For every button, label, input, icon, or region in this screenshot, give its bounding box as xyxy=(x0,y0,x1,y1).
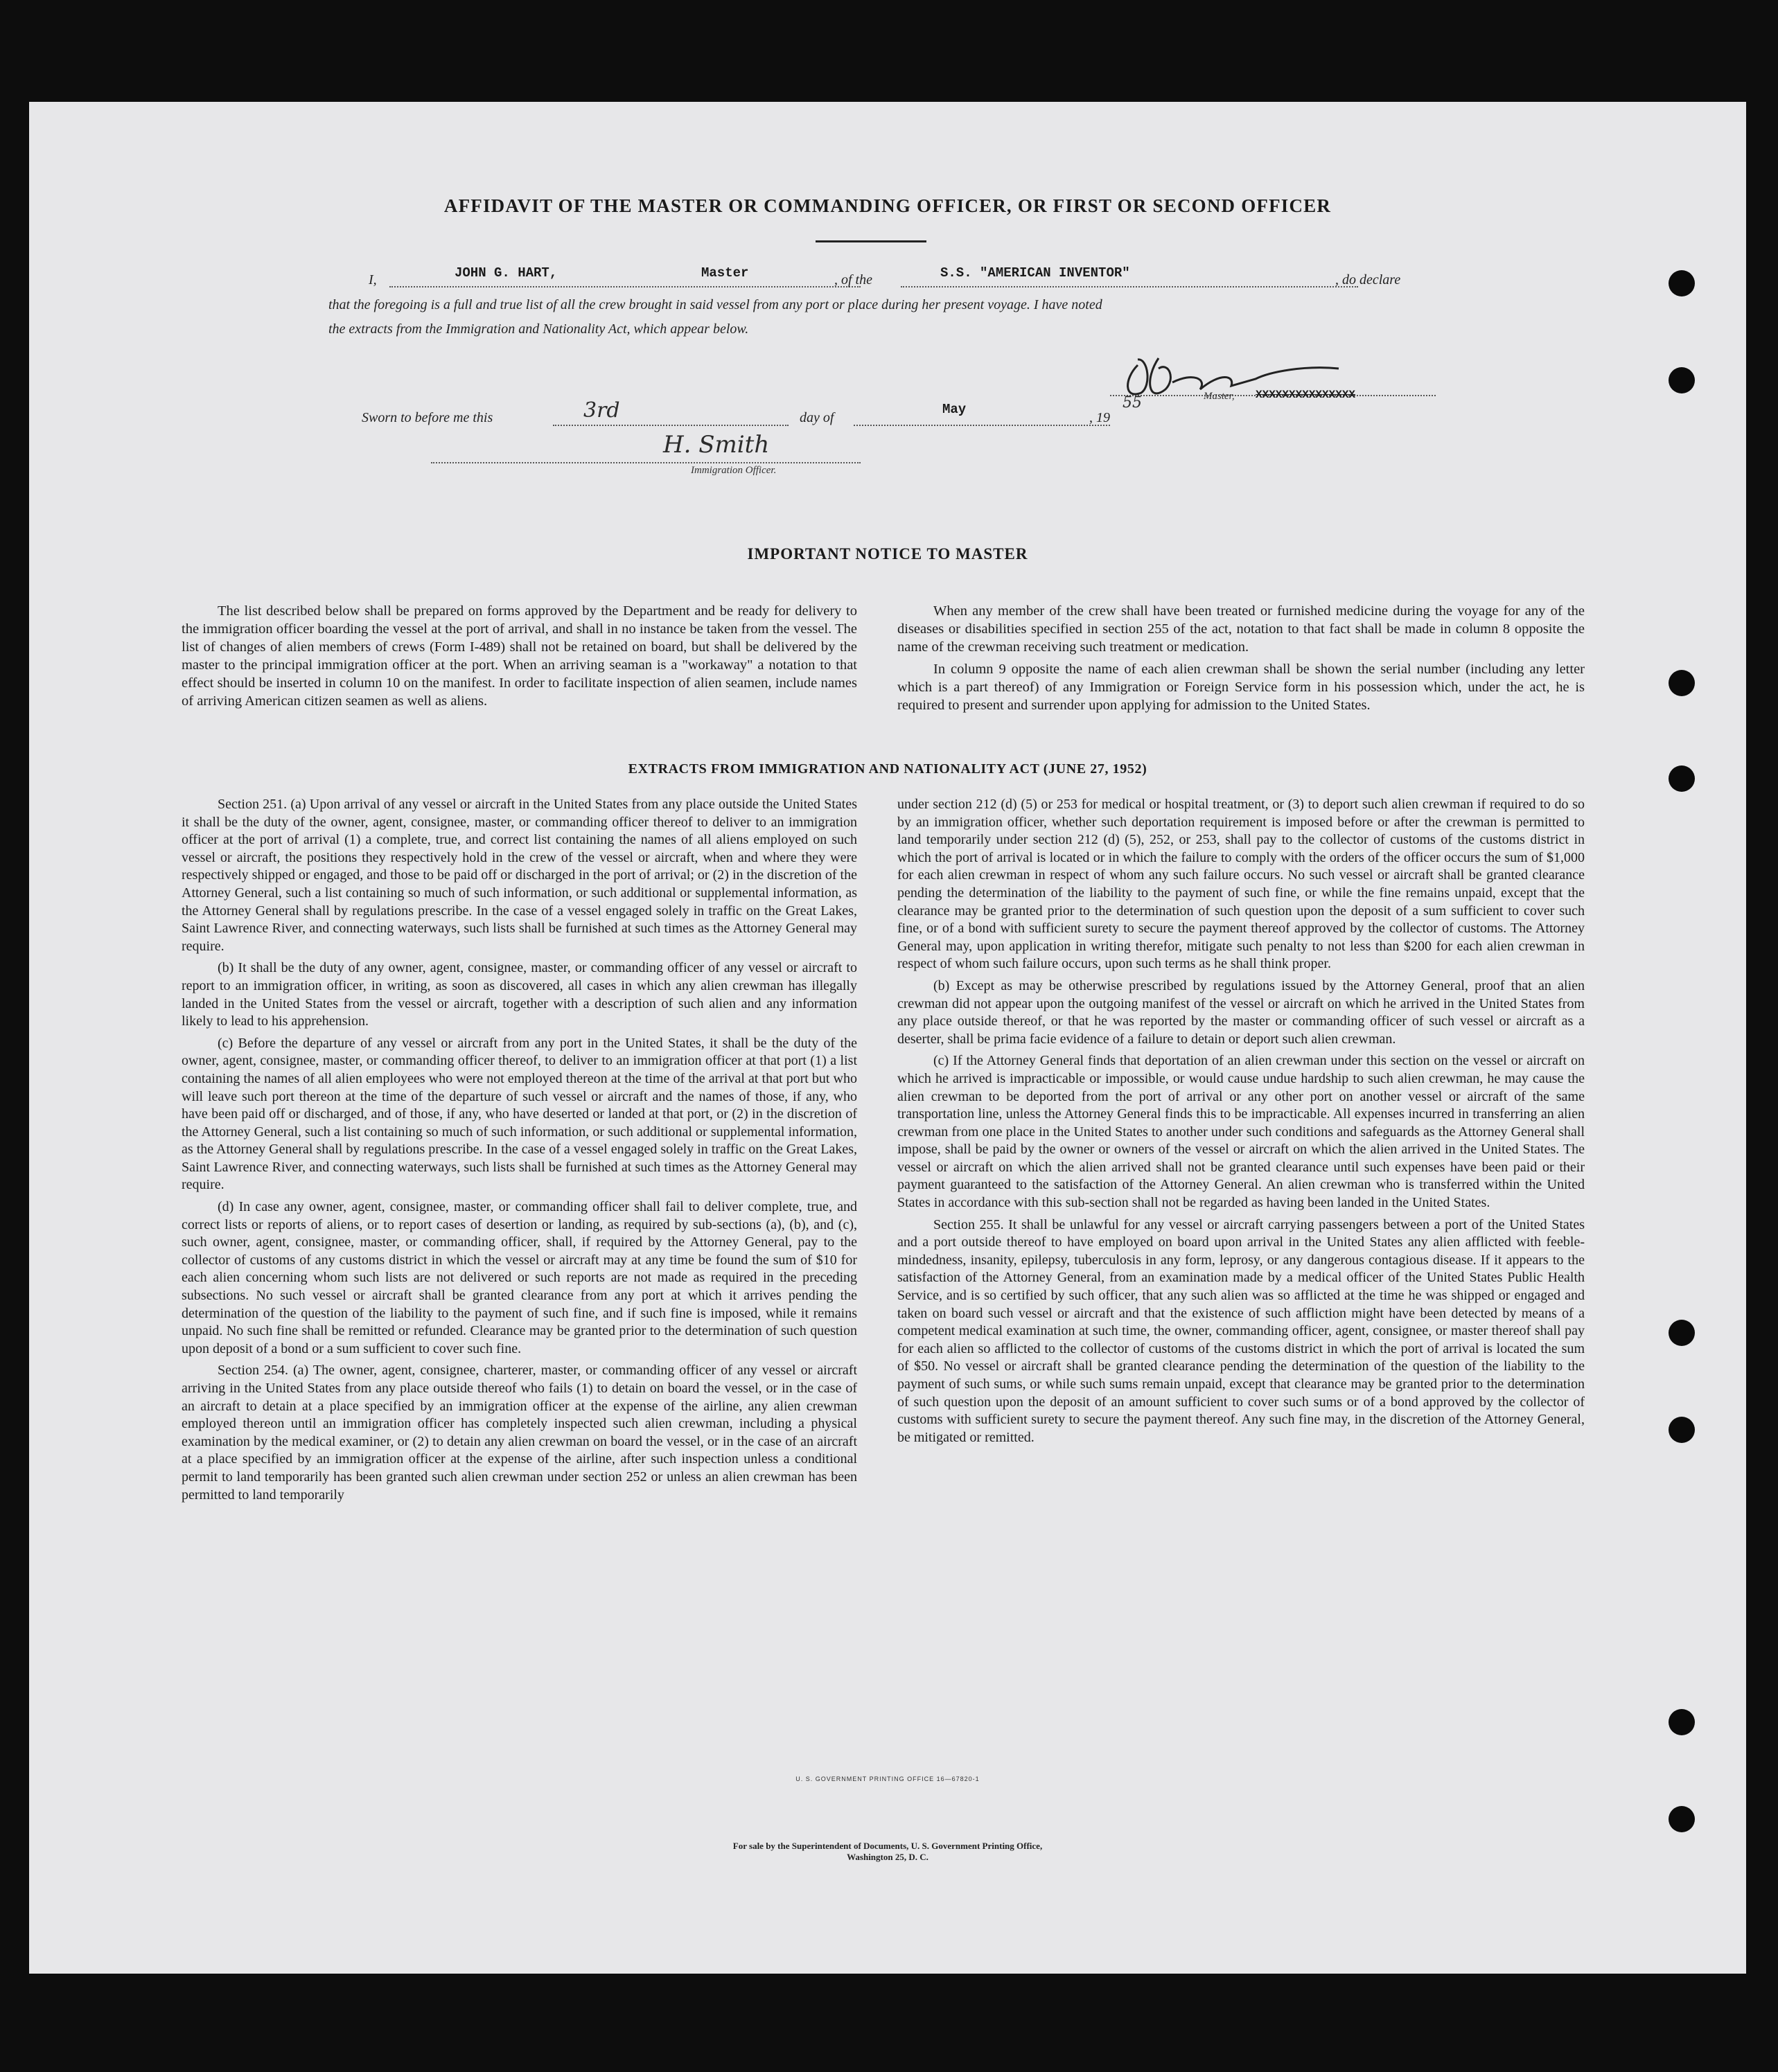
extract-paragraph: (c) If the Attorney General finds that deportation of an alien crewman under this section on the vessel or aircraft on which he arrived is impracticable or impossible, or would cause undue hardship to such alien crewman, he may cause the alien crewman to be deported from the port of arrival or any other port on another vessel or aircraft of the same transportation line, unless the Attorney General finds this to be impracticable. All expenses incurred in transferring an alien crewman from one place in the United States to another under such conditions and safeguards as the Attorney General shall impose, shall be paid by the owner or owners of the vessel or aircraft on which the alien arrived in the United States. The vessel or aircraft on which the alien arrived shall not be granted clearance until such expenses have been paid or their payment guaranteed to the satisfaction of the Attorney General. An alien crewman who is transferred within the United States in accordance with this sub-section shall not be regarded as having been landed in the United States. xyxy=(897,1053,1585,1211)
officer-signature-line xyxy=(431,462,861,463)
master-name: JOHN G. HART, xyxy=(455,265,558,281)
binder-hole xyxy=(1669,1320,1695,1346)
master-signature xyxy=(1110,351,1359,414)
vessel-dotline xyxy=(901,286,1358,287)
extract-paragraph: (d) In case any owner, agent, consignee, master, or commanding officer shall fail to deliver complete, true, and correct lists or reports of aliens, or to report cases of desertion or landing, as required by sub-sections (a), (b), and (c), such owner, agent, consignee, master, or commanding officer, shall, if required by the Attorney General, pay to the collector of customs of any customs district in which the vessel or aircraft may at any time be found the sum of $10 for each alien concerning whom such lists are not delivered or such reports are not made as required in the preceding subsections. No such vessel or aircraft shall be granted clearance from any port at which it arrives pending the determination of the question of the liability to the payment of such fine, and if such fine is imposed, while it remains unpaid. No such fine shall be remitted or refunded. Clearance may be granted prior to the determination of such question upon deposit of a bond or a sum sufficient to cover such fine. xyxy=(182,1199,857,1356)
statement-line-2: the extracts from the Immigration and Nationality Act, which appear below. xyxy=(328,321,749,337)
master-rank: Master xyxy=(701,265,749,281)
sale-line-2: Washington 25, D. C. xyxy=(847,1852,928,1862)
notice-left-para: The list described below shall be prepared on forms approved by the Department and be ready for delivery to the immigration officer boarding the vessel at the port of arrival, and shall in no instance be taken from the vessel. The list of changes of alien members of crews (Form I-489) shall not be retained on board, but shall be delivered by the master to the principal immigration officer at the port. When an arriving seaman is a "workaway" a notation to that effect should be inserted in column 10 on the manifest. In order to facilitate inspection of alien seamen, include names of arriving American citizen seamen as well as aliens. xyxy=(182,603,857,709)
month-dotline xyxy=(854,425,1110,426)
statement-line-1: that the foregoing is a full and true list of all the crew brought in said vessel from any port or place during her present voyage. I have noted xyxy=(328,297,1102,312)
do-declare-label: , do declare xyxy=(1335,272,1401,287)
day-dotline xyxy=(553,425,789,426)
name-dotline xyxy=(389,286,861,287)
master-caption: Master, xyxy=(1204,391,1235,402)
extracts-heading: EXTRACTS FROM IMMIGRATION AND NATIONALITY ACT (JUNE 27, 1952) xyxy=(628,761,1147,777)
binder-hole xyxy=(1669,670,1695,696)
sale-line-1: For sale by the Superintendent of Documents, U. S. Government Printing Office, xyxy=(732,1841,1043,1851)
extract-paragraph: under section 212 (d) (5) or 253 for medical or hospital treatment, or (3) to deport such alien crewman if required to do so by an immigration officer, whether such deportation requirement is imposed before or after the crewman is permitted to land temporarily under section 212 (d) (5), 252, or 253, shall pay to the collector of customs of the customs district in which the port of arrival is located or in which the failure to comply with the orders of the officer occurs the sum of $1,000 for each alien crewman in respect of whom any such failure occurs. No such vessel or aircraft shall be granted clearance pending the determination of the liability to the payment of such fine, or while the fine remains unpaid, except that the clearance may be granted prior to the determination of such question upon the deposit of a sum sufficient to cover such fine, or of a bond with sufficient surety to secure the payment thereof approved by the collector of customs. The Attorney General may, upon application in writing therefor, mitigate such penalty to not less than $200 for each alien crewman in respect of whom such failure occurs, upon such terms as he shall think proper. xyxy=(897,797,1585,972)
extracts-right-column xyxy=(897,796,1585,1451)
officer-caption: Immigration Officer. xyxy=(691,465,777,476)
extract-paragraph: (b) Except as may be otherwise prescribed by regulations issued by the Attorney General, proof that an alien crewman did not appear upon the outgoing manifest of the vessel or aircraft on which he arrived in the United States from any place outside thereof, or that he was reported by the master or commanding officer of such vessel or aircraft as a deserter, shall be prima facie evidence of a failure to detain or deport such alien crewman. xyxy=(897,977,1585,1047)
extract-paragraph: Section 251. (a) Upon arrival of any vessel or aircraft in the United States from any place outside the United States it shall be the duty of the owner, agent, consignee, master, or commanding officer thereof to deliver to an immigration officer at the port of arrival (1) a complete, true, and correct list containing the names of all aliens employed on such vessel or aircraft, the positions they respectively hold in the crew of the vessel or aircraft, when and where they were respectively shipped or engaged, and those to be paid off or discharged in the port of arrival; or (2) in the discretion of the Attorney General, such a list containing so much of such information, or such additional or supplemental information, as the Attorney General shall by regulations prescribe. In the case of a vessel engaged solely in traffic on the Great Lakes, Saint Lawrence River, and connecting waterways, such lists shall be furnished at such times as the Attorney General may require. xyxy=(182,797,857,954)
binder-hole xyxy=(1669,1417,1695,1443)
day-of-label: day of xyxy=(800,410,834,425)
notice-heading: IMPORTANT NOTICE TO MASTER xyxy=(747,545,1028,563)
gpo-imprint: U. S. GOVERNMENT PRINTING OFFICE 16—67820-1 xyxy=(795,1776,980,1782)
year-prefix: , 19 xyxy=(1089,410,1110,425)
notice-right-para-2: In column 9 opposite the name of each alien crewman shall be shown the serial number (including any letter which is a part thereof) of any Immigration or Foreign Service form in his possession which, under the act, he is required to present and surrender upon applying for admission to the United States. xyxy=(897,662,1585,713)
affidavit-title: AFFIDAVIT OF THE MASTER OR COMMANDING OFFICER, OR FIRST OR SECOND OFFICER xyxy=(443,195,1332,216)
year-suffix: 55 xyxy=(1123,394,1142,411)
vessel-name: S.S. "AMERICAN INVENTOR" xyxy=(940,265,1130,281)
extract-paragraph: Section 254. (a) The owner, agent, consignee, charterer, master, or commanding officer of any vessel or aircraft arriving in the United States from any place outside thereof who fails (1) to detain on board the vessel, or in the case of an aircraft to detain at a place specified by an immigration officer at the expense of the airline, any alien crewman employed thereon until an immigration officer has completely inspected such alien crewman, including a physical examination by the medical examiner, or (2) to detain any alien crewman on board the vessel, or in the case of an aircraft at a place specified by an immigration officer at the expense of the airline, after such inspection unless a conditional permit to land temporarily has been granted such alien crewman under section 252 or unless an alien crewman has been permitted to land temporarily xyxy=(182,1363,857,1503)
binder-hole xyxy=(1669,270,1695,296)
extracts-left-column xyxy=(182,796,857,1508)
struck-title: XXXXXXXXXXXXXXX xyxy=(1256,389,1356,401)
extract-paragraph: (b) It shall be the duty of any owner, agent, consignee, master, or commanding officer of any vessel or aircraft to report to an immigration officer, in writing, as soon as discovered, all cases in which any alien crewman has illegally landed in the United States from the vessel or aircraft, together with a description of such alien and any information likely to lead to his apprehension. xyxy=(182,960,857,1029)
officer-signature: H. Smith xyxy=(663,431,770,459)
sale-notice xyxy=(29,1841,1746,1863)
notice-right-column xyxy=(897,602,1585,718)
binder-hole xyxy=(1669,1806,1695,1832)
extract-paragraph: Section 255. It shall be unlawful for any vessel or aircraft carrying passengers between a port of the United States and a port outside thereof to have employed on board upon arrival in the United States any alien afflicted with feeble-mindedness, insanity, epilepsy, tuberculosis in any form, leprosy, or any dangerous contagious disease. If it appears to the satisfaction of the Attorney General, from an examination made by a medical officer of the United States Public Health Service, and is so certified by such officer, that any such alien was so afflicted at the time he was shipped or engaged and taken on board such vessel or aircraft and that the existence of such affliction might have been detected by means of a competent medical examination at such time, the owner, commanding officer, agent, consignee, or master thereof shall pay for each alien so afflicted to the collector of customs of the customs district in which the port of arrival is located the sum of $50. No vessel or aircraft shall be granted clearance pending the determination of the question of the liability to the payment of such sums, or while such sums remain unpaid, except that clearance may be granted prior to the determination of such question upon the deposit of an amount sufficient to cover such sums or of a bond approved by the collector of customs with sufficient surety to secure the payment thereof. Any such fine may, in the discretion of the Attorney General, be mitigated or remitted. xyxy=(897,1216,1585,1445)
i-label: I, xyxy=(369,272,377,287)
notice-right-para-1: When any member of the crew shall have been treated or furnished medicine during the voyage for any of the diseases or disabilities specified in section 255 of the act, notation to that fact shall be made in column 8 opposite the name of the crewman receiving such treatment or medication. xyxy=(897,603,1585,655)
sworn-day: 3rd xyxy=(583,398,620,423)
notice-left-column xyxy=(182,602,857,714)
document-page xyxy=(29,102,1746,1974)
binder-hole xyxy=(1669,1709,1695,1735)
extract-paragraph: (c) Before the departure of any vessel or aircraft from any port in the United States, it shall be the duty of the owner, agent, consignee, master, or commanding officer thereof, to deliver to an immigration officer at that port (1) a list containing the names of all alien employees who were not employed thereon at the time of the arrival at that port but who will leave such port thereon at the time of the departure of such vessel or aircraft and the names of those, if any, who have been paid off or discharged, and of those, if any, who have deserted or landed at that port, or (2) in the discretion of the Attorney General, such a list containing so much of such information, or such additional or supplemental information, as the Attorney General shall by regulations prescribe. In the case of a vessel engaged solely in traffic on the Great Lakes, Saint Lawrence River, and connecting waterways, such lists shall be furnished at such times as the Attorney General may require. xyxy=(182,1035,857,1193)
binder-hole xyxy=(1669,367,1695,393)
of-the-label: , of the xyxy=(834,272,872,287)
title-rule xyxy=(816,240,926,242)
sworn-label: Sworn to before me this xyxy=(362,410,493,425)
sworn-month: May xyxy=(942,402,967,417)
